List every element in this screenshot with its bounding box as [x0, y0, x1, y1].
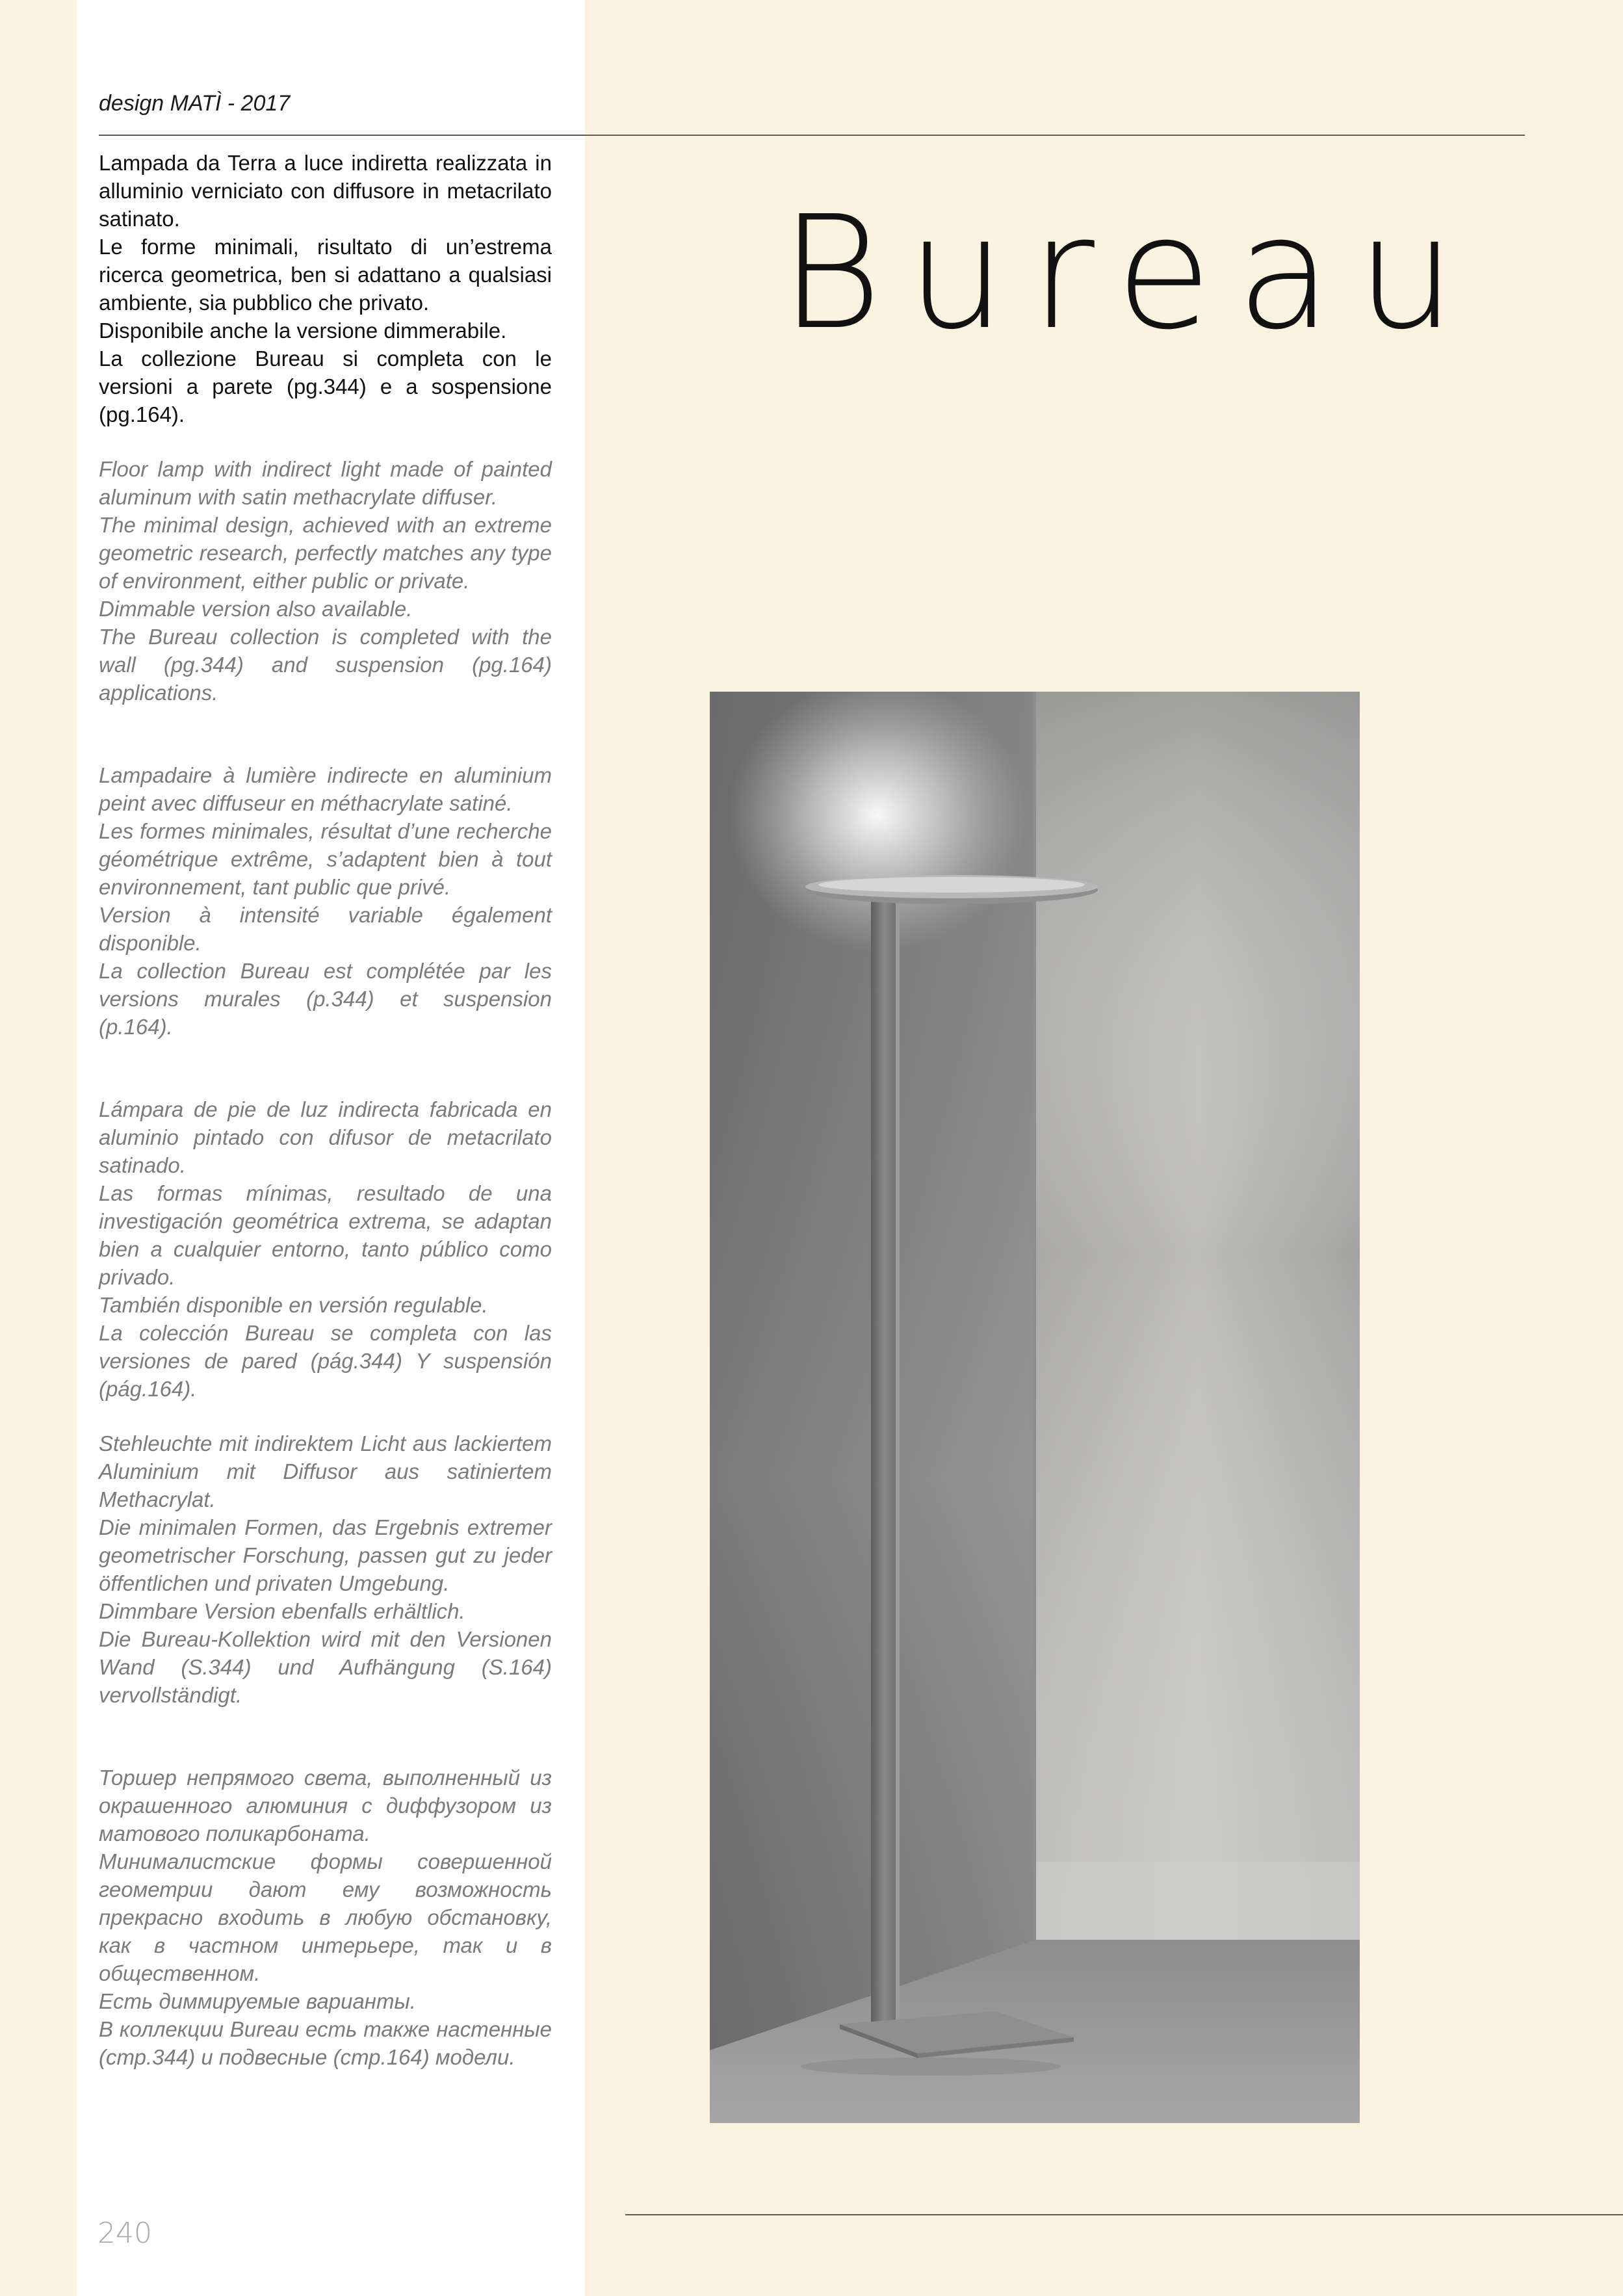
paragraph: Dimmable version also available. [99, 597, 413, 621]
description-german [99, 1429, 552, 1709]
bottom-divider [625, 2214, 1623, 2215]
paragraph: Lampada da Terra a luce indiretta realizzata in alluminio verniciato con diffusore in metacrilato satinato. [99, 151, 552, 231]
paragraph: La colección Bureau se completa con las versiones de pared (pág.344) Y suspensión (pág.164). [99, 1321, 552, 1401]
paragraph: Есть диммируемые варианты. [99, 1989, 416, 2013]
paragraph: También disponible en versión regulable. [99, 1293, 488, 1317]
paragraph: Die Bureau-Kollektion wird mit den Versionen Wand (S.344) und Aufhängung (S.164) vervollständigt. [99, 1627, 552, 1707]
paragraph: Минималистские формы совершенной геометрии дают ему возможность прекрасно входить в любую обстановку, как в частном интерьере, так и в общественном. [99, 1849, 552, 1985]
paragraph: Lampadaire à lumière indirecte en aluminium peint avec diffuseur en méthacrylate satiné. [99, 763, 552, 815]
paragraph: Le forme minimali, risultato di un’estrema ricerca geometrica, ben si adattano a qualsiasi ambiente, sia pubblico che privato. [99, 235, 552, 315]
paragraph: Les formes minimales, résultat d’une recherche géométrique extrême, s’adaptent bien à tout environnement, tant public que privé. [99, 819, 552, 899]
description-russian [99, 1764, 552, 2071]
paragraph: Las formas mínimas, resultado de una investigación geométrica extrema, se adaptan bien a cualquier entorno, tanto público como privado. [99, 1181, 552, 1289]
paragraph: Version à intensité variable également disponible. [99, 903, 552, 955]
product-title: Bureau [780, 182, 1481, 364]
paragraph: The minimal design, achieved with an extreme geometric research, perfectly matches any type of environment, either public or private. [99, 513, 552, 593]
paragraph: The Bureau collection is completed with the wall (pg.344) and suspension (pg.164) applications. [99, 625, 552, 705]
paragraph: Dimmbare Version ebenfalls erhältlich. [99, 1599, 465, 1623]
paragraph: Lámpara de pie de luz indirecta fabricada en aluminio pintado con difusor de metacrilato satinado. [99, 1097, 552, 1177]
description-french [99, 761, 552, 1041]
designer-credit: design MATÌ - 2017 [99, 91, 291, 116]
paragraph: Disponibile anche la versione dimmerabile. [99, 319, 507, 343]
description-spanish [99, 1095, 552, 1403]
paragraph: La collezione Bureau si completa con le versioni a parete (pg.344) e a sospensione (pg.164). [99, 346, 552, 426]
top-divider [99, 135, 1525, 136]
paragraph: В коллекции Bureau есть также настенные (стр.344) и подвесные (стр.164) модели. [99, 2017, 552, 2069]
product-photo [710, 692, 1360, 2123]
paragraph: Stehleuchte mit indirektem Licht aus lackiertem Aluminium mit Diffusor aus satiniertem Methacrylat. [99, 1431, 552, 1511]
floor-lamp-photo-illustration [710, 692, 1360, 2123]
paragraph: Floor lamp with indirect light made of painted aluminum with satin methacrylate diffuser. [99, 457, 552, 509]
paragraph: Die minimalen Formen, das Ergebnis extremer geometrischer Forschung, passen gut zu jeder öffentlichen und privaten Umgebung. [99, 1515, 552, 1595]
paragraph: Торшер непрямого света, выполненный из окрашенного алюминия с диффузором из матового поликарбоната. [99, 1766, 552, 1846]
paragraph: La collection Bureau est complétée par les versions murales (p.344) et suspension (p.164). [99, 959, 552, 1039]
page-number: 240 [97, 2217, 152, 2250]
description-italian [99, 149, 552, 428]
description-english [99, 455, 552, 707]
